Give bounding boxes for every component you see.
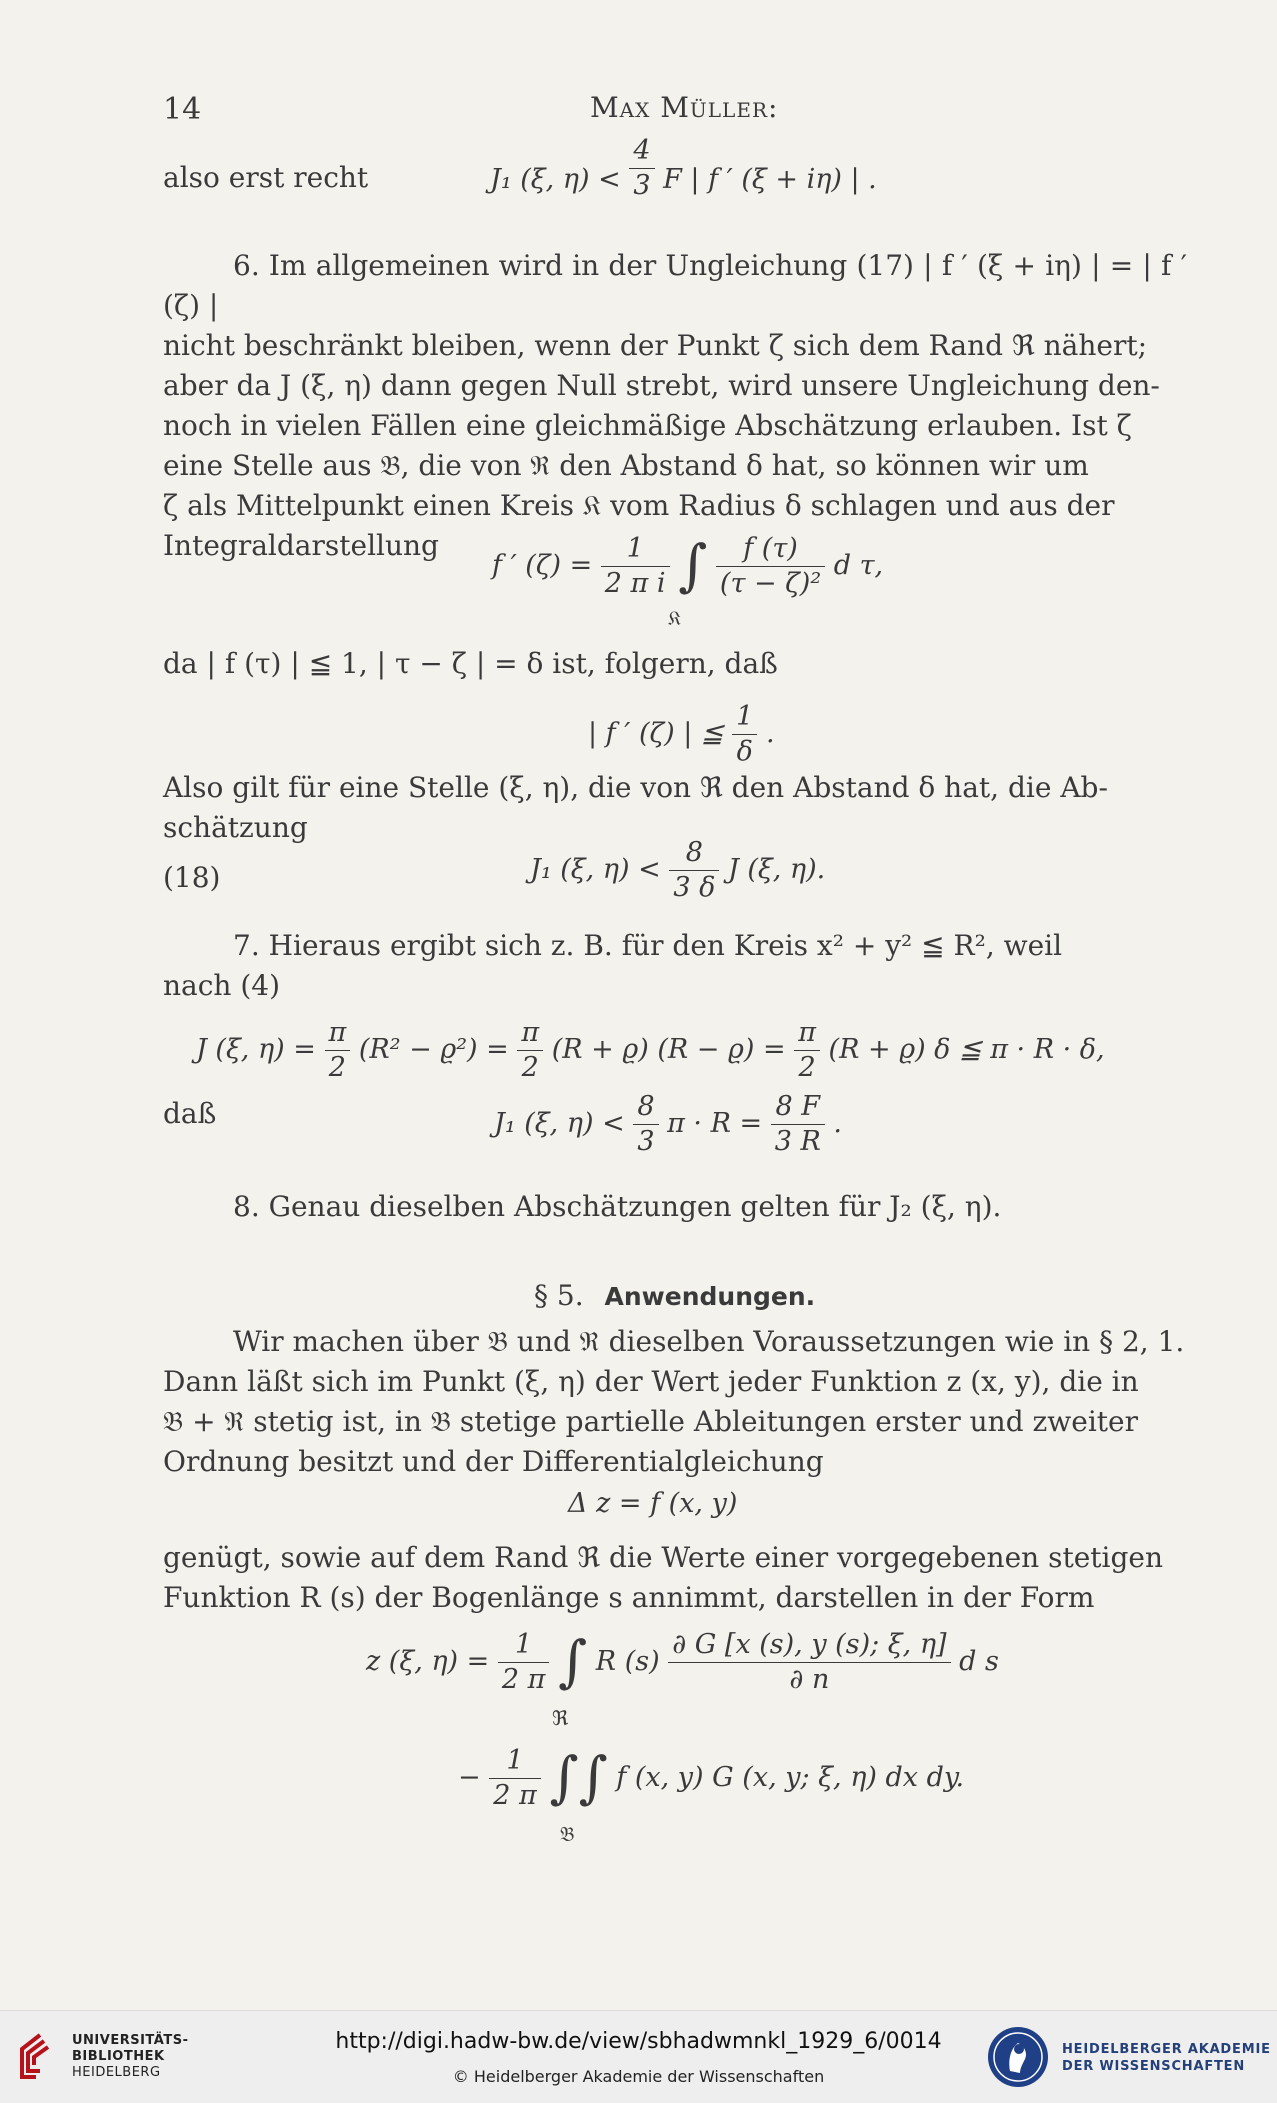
- paragraph-anwendungen: Wir machen über 𝔅 und ℜ dieselben Voraussetzungen wie in § 2, 1. Dann läßt sich im Punkt (ξ, η) der Wert jeder Funktion z (x, y), die in 𝔅 + ℜ stetig ist, in 𝔅 stetige partielle Ableitungen erster und zweiter Ordnung besitzt und der Differentialgleichung: [163, 1325, 1185, 1478]
- university-library-name: UNIVERSITÄTS- BIBLIOTHEK HEIDELBERG: [72, 2033, 189, 2080]
- running-title: Max Müller:: [590, 91, 779, 124]
- equation-1: J₁ (ξ, η) < $\frac{4}{3}$ F | f ′ (ξ + iη) | .: [490, 135, 877, 201]
- integral-sign: ∫: [678, 533, 708, 599]
- section-number: § 5.: [534, 1279, 584, 1312]
- equation-poisson: Δ z = f (x, y): [568, 1488, 738, 1519]
- line-da: da | f (τ) | ≦ 1, | τ − ζ | = δ ist, folgern, daß: [163, 647, 778, 680]
- section-heading: [534, 1276, 815, 1317]
- equation-cauchy-integral: f ′ (ζ) = $\frac{1}{\text{2 π i}}$ ∫ $\frac{f (\tau)}{\text{(τ − ζ)²}}$ d τ,: [492, 533, 884, 599]
- academy-name: HEIDELBERGER AKADEMIE DER WISSENSCHAFTEN: [1062, 2042, 1271, 2074]
- equation-18: J₁ (ξ, η) < $\frac{8}{3 \delta}$ J (ξ, η).: [530, 837, 826, 903]
- integral-sign: ∫: [558, 1629, 588, 1695]
- line-also-erst-recht: also erst recht: [163, 161, 369, 194]
- section-title: Anwendungen.: [604, 1282, 816, 1311]
- equation-4: J (ξ, η) = $\frac{\pi}{2}$ (R² − ϱ²) = $\frac{\pi}{2}$ (R + ϱ) (R − ϱ) = $\frac{\pi}{2}$ (R + ϱ) δ ≦ π · R · δ,: [196, 1017, 1105, 1083]
- copyright-notice: © Heidelberger Akademie der Wissenschaften: [452, 2067, 825, 2086]
- academy-seal-icon: [986, 2025, 1050, 2089]
- paragraph-genuegt: genügt, sowie auf dem Rand ℜ die Werte einer vorgegebenen stetigen Funktion R (s) der Bogenlänge s annimmt, darstellen in der Form: [163, 1541, 1164, 1614]
- paragraph-also-gilt: Also gilt für eine Stelle (ξ, η), die von ℜ den Abstand δ hat, die Ab- schätzung: [163, 771, 1108, 844]
- equation-green-area: − $\frac{1}{2 \pi}$ ∫∫ f (x, y) G (x, y; ξ, η) dx dy.: [458, 1745, 965, 1811]
- fraction-4-3: $\frac{4}{3}$: [629, 134, 654, 203]
- footer-bar: [0, 2010, 1277, 2103]
- integral-subscript-kreis: 𝔎: [668, 606, 682, 630]
- paragraph-7: 7. Hieraus ergibt sich z. B. für den Kreis x² + y² ≦ R², weil nach (4): [163, 929, 1063, 1002]
- permalink-url[interactable]: http://digi.hadw-bw.de/view/sbhadwmnkl_1929_6/0014: [335, 2029, 942, 2054]
- equation-5: J₁ (ξ, η) < $\frac{8}{3}$ π · R = $\frac{8 F}{3 R}$ .: [494, 1091, 842, 1157]
- equation-3: | f ′ (ζ) | ≦ $\frac{1}{\delta}$ .: [588, 701, 775, 767]
- integral-subscript-bereich: 𝔅: [560, 1822, 575, 1846]
- page-number: 14: [163, 92, 202, 127]
- equation-label-18: (18): [163, 861, 221, 894]
- equation-green-boundary: z (ξ, η) = $\frac{1}{2 \pi}$ ∫ R (s) $\frac{\partial G [x (s), y (s); \xi, \eta]}{\partial n}$ d s: [366, 1629, 999, 1695]
- line-dass: daß: [163, 1097, 217, 1130]
- paragraph-6: 6. Im allgemeinen wird in der Ungleichung (17) | f ′ (ξ + iη) | = | f ′ (ζ) | nicht beschränkt bleiben, wenn der Punkt ζ sich dem Rand ℜ nähert; aber da J (ξ, η) dann gegen Null strebt, wird unsere Ungleichung den- noch in vielen Fällen eine gleichmäßige Abschätzung erlauben. Ist ζ eine Stelle aus 𝔅, die von ℜ den Abstand δ hat, so können wir um ζ als Mittelpunkt einen Kreis 𝔎 vom Radius δ schlagen und aus der Integraldarstellung: [163, 249, 1187, 562]
- paragraph-8: 8. Genau dieselben Abschätzungen gelten für J₂ (ξ, η).: [233, 1190, 1002, 1223]
- double-integral-sign: ∫∫: [549, 1745, 608, 1811]
- integral-subscript-rand: ℜ: [552, 1706, 569, 1730]
